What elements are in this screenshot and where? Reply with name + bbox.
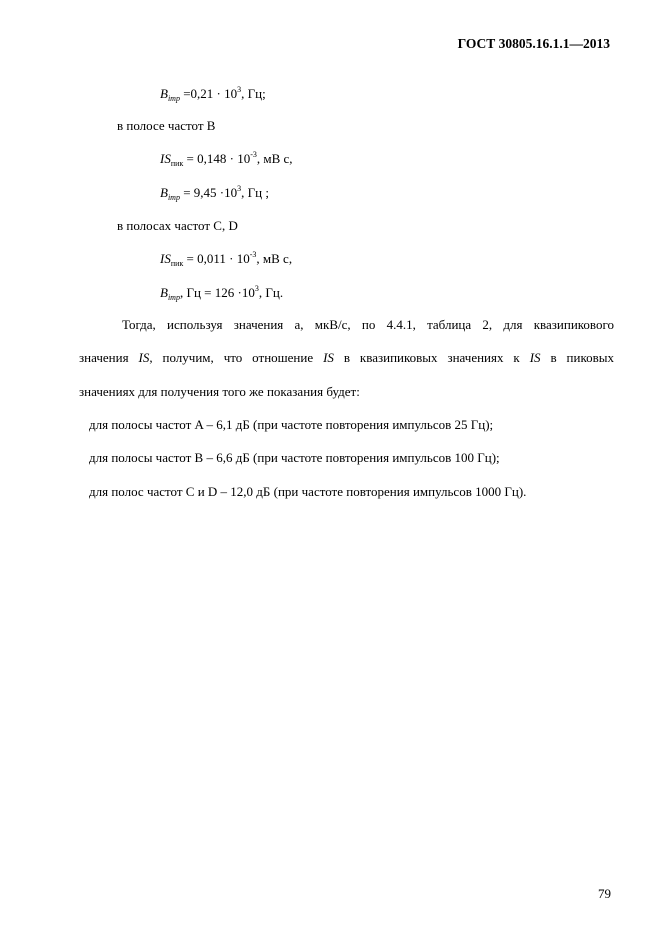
superscript: 3 — [237, 184, 242, 193]
text: в квазипиковых значениях к — [343, 350, 530, 365]
text: значения — [79, 350, 139, 365]
subscript: imp — [167, 293, 180, 302]
symbol: B — [160, 185, 168, 200]
symbol: B — [160, 285, 168, 300]
formula-text: = 0,148 · 10 — [183, 151, 251, 166]
paragraph-line-3: значениях для получения того же показания будет: — [79, 384, 360, 399]
text: в пиковых — [550, 350, 614, 365]
text: IS — [323, 350, 334, 365]
formula-text: , Гц = 126 ·10 — [179, 285, 255, 300]
subscript: пик — [170, 159, 184, 168]
formula-text: = 9,45 ·10 — [179, 185, 238, 200]
band-b-label: в полосе частот B — [117, 118, 216, 133]
band-cd-label: в полосах частот C, D — [117, 218, 238, 233]
formula-b-imp-a — [160, 86, 266, 103]
formula-unit: , Гц; — [241, 86, 266, 101]
text: IS — [138, 350, 150, 365]
formula-unit: , мВ с, — [256, 151, 293, 166]
page-number: 79 — [598, 886, 611, 901]
formula-b-imp-b — [160, 185, 269, 202]
result-band-cd: для полос частот C и D – 12,0 дБ (при частоте повторения импульсов 1000 Гц). — [89, 484, 527, 499]
subscript: пик — [170, 259, 184, 268]
formula-text: = 0,011 · 10 — [183, 251, 250, 266]
subscript: imp — [167, 193, 180, 202]
superscript: 3 — [237, 85, 242, 94]
text: IS — [529, 350, 541, 365]
formula-b-imp-cd — [160, 285, 283, 302]
symbol: IS — [160, 251, 171, 266]
superscript: 3 — [254, 284, 259, 293]
paragraph-line-1: Тогда, используя значения a, мкВ/с, по 4.4.1, таблица 2, для квазипикового — [122, 317, 614, 332]
document-header-code: ГОСТ 30805.16.1.1—2013 — [457, 36, 610, 51]
symbol: IS — [160, 151, 171, 166]
formula-unit: , Гц. — [258, 285, 284, 300]
formula-text: =0,21 · 10 — [179, 86, 238, 101]
text: , получим, что отношение — [149, 350, 324, 365]
superscript: -3 — [250, 150, 257, 159]
superscript: -3 — [249, 250, 257, 259]
paragraph-line-2 — [79, 351, 614, 364]
formula-is-peak-b — [160, 151, 293, 168]
symbol: B — [160, 86, 168, 101]
result-band-b: для полосы частот B – 6,6 дБ (при частоте повторения импульсов 100 Гц); — [89, 450, 500, 465]
subscript: imp — [167, 94, 180, 103]
result-band-a: для полосы частот A – 6,1 дБ (при частоте повторения импульсов 25 Гц); — [89, 417, 494, 432]
formula-unit: , мВ с, — [256, 251, 293, 266]
formula-unit: , Гц ; — [241, 185, 269, 200]
formula-is-peak-cd — [160, 251, 292, 268]
